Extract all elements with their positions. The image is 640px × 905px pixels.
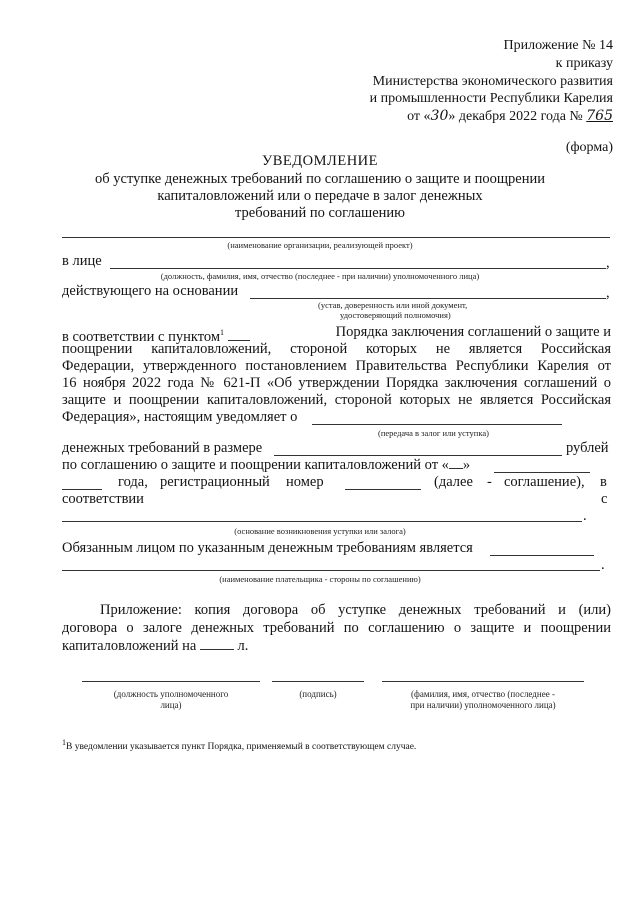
caption-basis-1: (устав, доверенность или иной документ, bbox=[318, 300, 468, 310]
header-appendix-number: Приложение № 14 bbox=[503, 38, 613, 53]
signature-sign-line bbox=[272, 681, 364, 682]
subtitle-line-1: об уступке денежных требований по соглашению о защите и поощрении bbox=[95, 171, 545, 187]
paragraph-line-2: поощрении капиталовложений, стороной которых не является Российская bbox=[62, 341, 611, 357]
caption-org: (наименование организации, реализующей проект) bbox=[227, 240, 413, 250]
header-ministry-2: и промышленности Республики Карелия bbox=[369, 91, 613, 106]
caption-payer: (наименование плательщика - стороны по соглашению) bbox=[219, 574, 421, 584]
person-line bbox=[110, 268, 606, 269]
footnote: $^1$В уведомлении указывается пункт Порядка, применяемый в соответствующем случае. bbox=[62, 738, 417, 753]
form-label: (форма) bbox=[565, 140, 613, 155]
attachment-line-3: капиталовложений на л. bbox=[62, 638, 249, 654]
obliged-line bbox=[490, 555, 594, 556]
attachment-line-1: Приложение: копия договора об уступке денежных требований и (или) bbox=[100, 602, 611, 618]
header-order-date: от «30» декабря 2022 года № 765 bbox=[407, 108, 613, 124]
label-in-person: в лице bbox=[62, 253, 102, 269]
label-rubles: рублей bbox=[566, 440, 609, 456]
basis-line bbox=[250, 298, 606, 299]
header-ministry: Министерства экономического развития bbox=[372, 74, 613, 89]
year-line bbox=[62, 489, 102, 490]
paragraph-line-6: Федерация», настоящим уведомляет о bbox=[62, 409, 298, 425]
org-name-line bbox=[62, 237, 610, 238]
caption-ground: (основание возникновения уступки или залога) bbox=[234, 526, 406, 536]
caption-position-2: лица) bbox=[160, 700, 182, 710]
label-accordance: соответствии bbox=[62, 491, 144, 507]
caption-basis-2: удостоверяющий полномочия) bbox=[340, 310, 451, 320]
period: . bbox=[601, 557, 605, 573]
attachment-line-2: договора о залоге денежных требований по соглашению о защите и поощрении bbox=[62, 620, 611, 636]
label-acting: действующего на основании bbox=[62, 283, 239, 299]
paragraph-line-3: Федерации, утвержденного постановлением Правительства Республики Карелия от bbox=[62, 358, 611, 374]
paragraph-line-1: в соответствии с пунктом$^1$ Порядка заключения соглашений о защите и bbox=[62, 324, 611, 345]
payer-line bbox=[62, 570, 600, 571]
caption-position-1: (должность уполномоченного bbox=[113, 689, 229, 699]
registration-number-line bbox=[345, 489, 421, 490]
pages-count-blank bbox=[200, 649, 234, 650]
subtitle-line-3: требований по соглашению bbox=[235, 205, 405, 221]
action-line bbox=[312, 424, 562, 425]
comma: , bbox=[606, 285, 610, 301]
agreement-month-line bbox=[494, 472, 590, 473]
amount-line bbox=[274, 455, 562, 456]
header-to-order: к приказу bbox=[555, 56, 613, 71]
ground-line bbox=[62, 521, 582, 522]
paragraph-line-5: защите и поощрении капиталовложений, стороной которых не является Российская bbox=[62, 392, 611, 408]
document-title: УВЕДОМЛЕНИЕ bbox=[261, 153, 379, 169]
caption-action: (передача в залог или уступка) bbox=[378, 428, 489, 438]
signature-position-line bbox=[82, 681, 260, 682]
signature-name-line bbox=[382, 681, 584, 682]
handwritten-order-number: 765 bbox=[586, 108, 613, 124]
caption-name-2: при наличии) уполномоченного лица) bbox=[410, 700, 556, 710]
label-agreement-from: по соглашению о защите и поощрении капиталовложений от « » bbox=[62, 457, 471, 473]
paragraph-line-4: 16 ноября 2022 года № 621-П «Об утверждении Порядка заключения соглашений о bbox=[62, 375, 611, 391]
label-obliged: Обязанным лицом по указанным денежным требованиям является bbox=[62, 540, 473, 556]
period: . bbox=[583, 508, 587, 524]
label-amount: денежных требований в размере bbox=[62, 440, 263, 456]
document-page: Приложение № 14 к приказу Министерства экономического развития и промышленности Республики Карелия от «30» декабря 2022 года № 765 (форма) УВЕДОМЛЕНИЕ об уступке денежных требований по соглашению о защите и поощрении капиталовложений или о передаче в залог денежных требований по соглашению (наименование организации, реализующей проект) в лице , (должность, фамилия, имя, отчество (последнее - при наличии) уполномоченного лица) действующего на основании , (устав, доверенность или иной документ, удостоверяющий полномочия) в соответствии с пунктом$^1$ Порядка заключения соглашений о защите и поощрении капиталовложений, стороной которых не является Российская Федерации, утвержденного постановлением Правительства Республики Карелия от 16 ноября 2022 года № 621-П «Об утверждении Порядка заключения соглашений о защите и поощрении капиталовложений, стороной которых не является Российская Федерация», настоящим уведомляет о (передача в залог или уступка) денежных требований в размере рублей по соглашению о защите и поощрении капиталовложений от « » года, регистрационный номер (далее - соглашение), в соответствии с . (основание возникновения уступки или залога) Обязанным лицом по указанным денежным требованиям является . (наименование плательщика - стороны по соглашению) Приложение: копия договора об уступке денежных требований и (или) договора о залоге денежных требований по соглашению о защите и поощрении капиталовложений на л. (должность уполномоченного лица) (подпись) (фамилия, имя, отчество (последнее - при наличии) уполномоченного лица) $^1$В уведомлении указывается пункт Порядка, применяемый в соответствующем случае. bbox=[0, 0, 640, 905]
caption-signature: (подпись) bbox=[299, 689, 337, 699]
caption-person: (должность, фамилия, имя, отчество (последнее - при наличии) уполномоченного лица) bbox=[160, 271, 480, 281]
handwritten-day: 30 bbox=[430, 108, 449, 124]
caption-name-1: (фамилия, имя, отчество (последнее - bbox=[411, 689, 555, 699]
subtitle-line-2: капиталовложений или о передаче в залог денежных bbox=[157, 188, 483, 204]
comma: , bbox=[606, 255, 610, 271]
